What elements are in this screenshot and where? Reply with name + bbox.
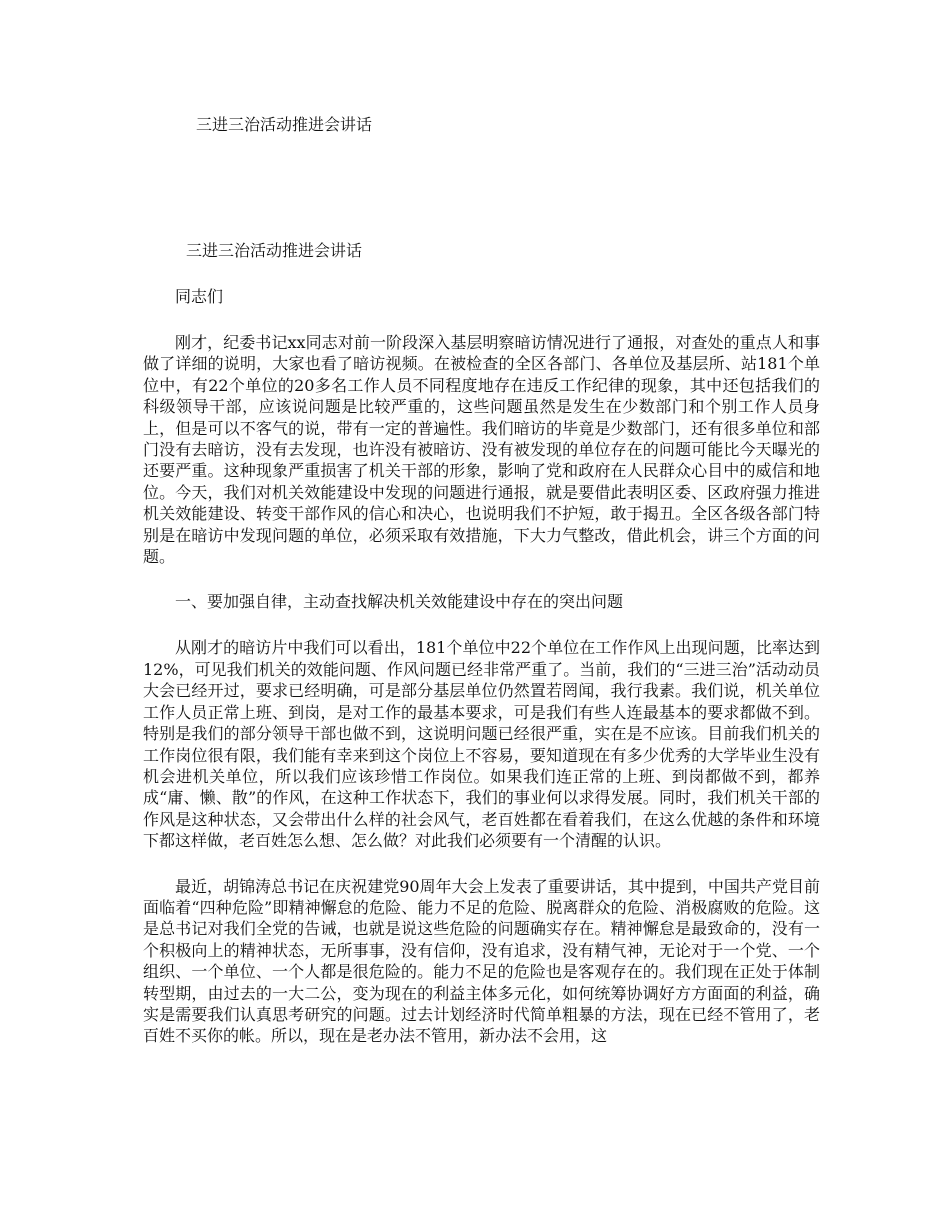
paragraph-section-2: 最近，胡锦涛总书记在庆祝建党90周年大会上发表了重要讲话，其中提到，中国共产党目前面临着“四种危险”即精神懈怠的危险、能力不足的危险、脱离群众的危险、消极腐败的危险。这是总书记对我们全党的告诫，也就是说这些危险的问题确实存在。精神懈怠是最致命的，没有一个积极向上的精神状态，无所事事，没有信仰，没有追求，没有精气神，无论对于一个党、一个组织、一个单位、一个人都是很危险的。能力不足的危险也是客观存在的。我们现在正处于体制转型期，由过去的一大二公，变为现在的利益主体多元化，如何统筹协调好方方面面的利益，确实是需要我们认真思考研究的问题。过去计划经济时代简单粗暴的方法，现在已经不管用了，老百姓不买你的帐。所以，现在是老办法不管用，新办法不会用，这: [143, 876, 820, 1046]
salutation: 同志们: [175, 287, 224, 306]
running-header-title: 三进三治活动推进会讲话: [196, 115, 373, 134]
document-title: 三进三治活动推进会讲话: [186, 241, 363, 260]
paragraph-section-1: 从刚才的暗访片中我们可以看出，181个单位中22个单位在工作作风上出现问题，比率达到12%，可见我们机关的效能问题、作风问题已经非常严重了。当前，我们的“三进三治”活动动员大会已经开过，要求已经明确，可是部分基层单位仍然置若罔闻，我行我素。我们说，机关单位工作人员正常上班、到岗，是对工作的最基本要求，可是我们有些人连最基本的要求都做不到。特别是我们的部分领导干部也做不到，这说明问题已经很严重，实在是不应该。目前我们机关的工作岗位很有限，我们能有幸来到这个岗位上不容易，要知道现在有多少优秀的大学毕业生没有机会进机关单位，所以我们应该珍惜工作岗位。如果我们连正常的上班、到岗都做不到，都养成“庸、懒、散”的作风，在这种工作状态下，我们的事业何以求得发展。同时，我们机关干部的作风是这种状态，又会带出什么样的社会风气，老百姓都在看着我们，在这么优越的条件和环境下都这样做，老百姓怎么想、怎么做？对此我们必须要有一个清醒的认识。: [143, 638, 820, 851]
section-heading-1: 一、要加强自律，主动查找解决机关效能建设中存在的突出问题: [175, 592, 624, 612]
paragraph-intro: 刚才，纪委书记xx同志对前一阶段深入基层明察暗访情况进行了通报，对查处的重点人和事做了详细的说明，大家也看了暗访视频。在被检查的全区各部门、各单位及基层所、站181个单位中，有22个单位的20多名工作人员不同程度地存在违反工作纪律的现象，其中还包括我们的科级领导干部，应该说问题是比较严重的，这些问题虽然是发生在少数部门和个别工作人员身上，但是可以不客气的说，带有一定的普遍性。我们暗访的毕竟是少数部门，还有很多单位和部门没有去暗访，没有去发现，也许没有被暗访、没有被发现的单位存在的问题可能比今天曝光的还要严重。这种现象严重损害了机关干部的形象，影响了党和政府在人民群众心目中的威信和地位。今天，我们对机关效能建设中发现的问题进行通报，就是要借此表明区委、区政府强力推进机关效能建设、转变干部作风的信心和决心，也说明我们不护短，敢于揭丑。全区各级各部门特别是在暗访中发现问题的单位，必须采取有效措施，下大力气整改，借此机会，讲三个方面的问题。: [143, 333, 820, 567]
document-body: [143, 240, 820, 1047]
